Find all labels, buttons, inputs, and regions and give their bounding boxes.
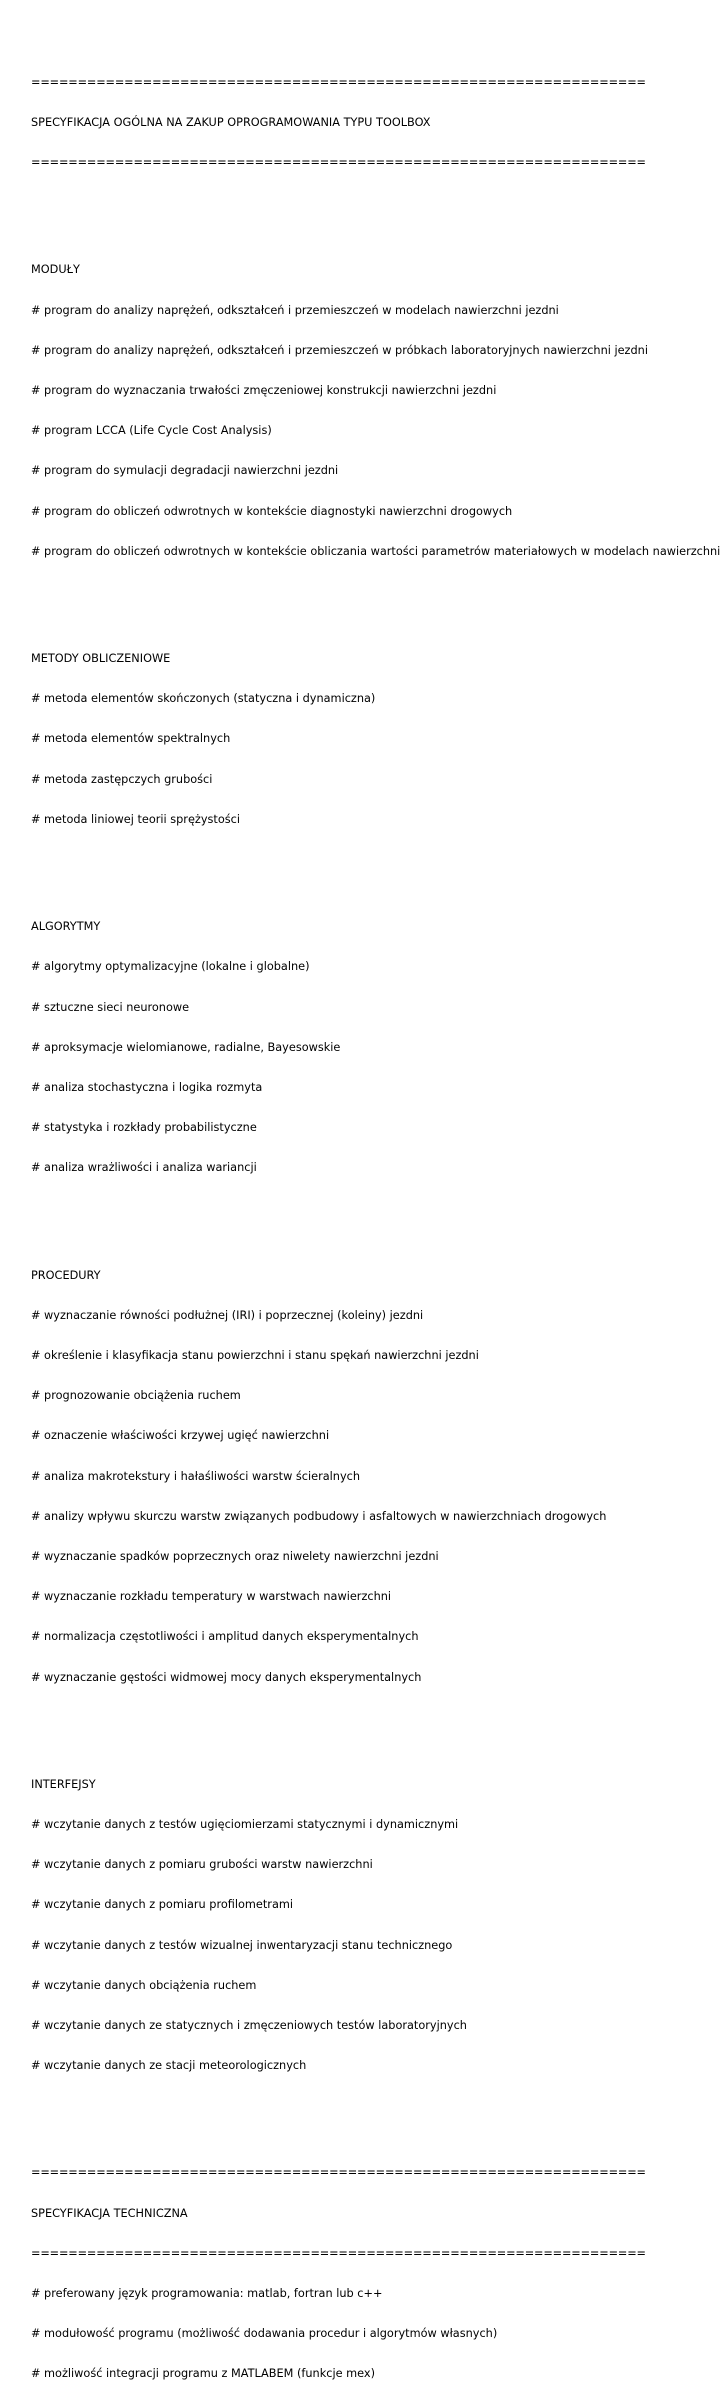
blank-line xyxy=(31,1711,721,1724)
list-item: # wczytanie danych ze stacji meteorologicznych xyxy=(31,2059,307,2073)
technical-spec-title: SPECYFIKACJA TECHNICZNA xyxy=(31,2206,188,2220)
list-item: # wczytanie danych ze statycznych i zmęczeniowych testów laboratoryjnych xyxy=(31,2019,467,2033)
list-item: # analizy wpływu skurczu warstw związanych podbudowy i asfaltowych w nawierzchniach drogowych xyxy=(31,1509,607,1523)
list-item: # metoda elementów spektralnych xyxy=(31,732,231,746)
list-item: # analiza stochastyczna i logika rozmyta xyxy=(31,1080,263,1094)
section-heading-algorytmy: ALGORYTMY xyxy=(31,920,101,934)
list-item: # prognozowanie obciążenia ruchem xyxy=(31,1389,241,1403)
list-item: # wczytanie danych z pomiaru profilometrami xyxy=(31,1898,294,1912)
list-item: # wczytanie danych obciążenia ruchem xyxy=(31,1978,257,1992)
list-item: # program LCCA (Life Cycle Cost Analysis) xyxy=(31,424,272,438)
list-item: # program do analizy naprężeń, odkształceń i przemieszczeń w modelach nawierzchni jezdni xyxy=(31,303,559,317)
list-item: # program do obliczeń odwrotnych w kontekście diagnostyki nawierzchni drogowych xyxy=(31,504,513,518)
separator-rule: ================================================================== xyxy=(31,2166,646,2180)
list-item: # wyznaczanie rozkładu temperatury w warstwach nawierzchni xyxy=(31,1590,392,1604)
list-item: # statystyka i rozkłady probabilistyczne xyxy=(31,1121,257,1135)
list-item: # oznaczenie właściwości krzywej ugięć nawierzchni xyxy=(31,1429,330,1443)
list-item: # wczytanie danych z pomiaru grubości warstw nawierzchni xyxy=(31,1858,373,1872)
list-item: # metoda liniowej teorii sprężystości xyxy=(31,812,240,826)
list-item: # modułowość programu (możliwość dodawania procedur i algorytmów własnych) xyxy=(31,2327,498,2341)
list-item: # program do analizy naprężeń, odkształceń i przemieszczeń w próbkach laboratoryjnych nawierzchni jezdni xyxy=(31,343,648,357)
document-page xyxy=(31,49,721,2394)
blank-line xyxy=(31,585,721,598)
list-item: # wyznaczanie równości podłużnej (IRI) i poprzecznej (koleiny) jezdni xyxy=(31,1308,424,1322)
blank-line xyxy=(31,853,721,866)
list-item: # analiza wrażliwości i analiza wariancji xyxy=(31,1161,257,1175)
list-item: # wyznaczanie spadków poprzecznych oraz niwelety nawierzchni jezdni xyxy=(31,1549,439,1563)
list-item: # program do wyznaczania trwałości zmęczeniowej konstrukcji nawierzchni jezdni xyxy=(31,384,497,398)
separator-rule: ================================================================== xyxy=(31,75,646,89)
list-item: # możliwość integracji programu z MATLABEM (funkcje mex) xyxy=(31,2367,375,2381)
list-item: # program do symulacji degradacji nawierzchni jezdni xyxy=(31,464,339,478)
separator-rule: ================================================================== xyxy=(31,2246,646,2260)
general-spec-title: SPECYFIKACJA OGÓLNA NA ZAKUP OPROGRAMOWANIA TYPU TOOLBOX xyxy=(31,116,431,130)
list-item: # określenie i klasyfikacja stanu powierzchni i stanu spękań nawierzchni jezdni xyxy=(31,1348,479,1362)
section-heading-metody: METODY OBLICZENIOWE xyxy=(31,652,171,666)
list-item: # preferowany język programowania: matlab, fortran lub c++ xyxy=(31,2287,383,2301)
separator-rule: ================================================================== xyxy=(31,156,646,170)
list-item: # algorytmy optymalizacyjne (lokalne i globalne) xyxy=(31,960,310,974)
blank-line xyxy=(31,196,721,209)
list-item: # program do obliczeń odwrotnych w kontekście obliczania wartości parametrów materiałowych w modelach nawierzchni xyxy=(31,544,721,558)
list-item: # wyznaczanie gęstości widmowej mocy danych eksperymentalnych xyxy=(31,1670,422,1684)
list-item: # metoda zastępczych grubości xyxy=(31,772,213,786)
blank-line xyxy=(31,1202,721,1215)
section-heading-procedury: PROCEDURY xyxy=(31,1268,101,1282)
list-item: # wczytanie danych z testów ugięciomierzami statycznymi i dynamicznymi xyxy=(31,1818,459,1831)
list-item: # normalizacja częstotliwości i amplitud danych eksperymentalnych xyxy=(31,1630,419,1644)
section-heading-interfejsy: INTERFEJSY xyxy=(31,1777,96,1791)
list-item: # metoda elementów skończonych (statyczna i dynamiczna) xyxy=(31,692,376,706)
blank-line xyxy=(31,2099,721,2112)
section-heading-moduly: MODUŁY xyxy=(31,263,80,277)
list-item: # analiza makrotekstury i hałaśliwości warstw ścieralnych xyxy=(31,1469,361,1483)
list-item: # wczytanie danych z testów wizualnej inwentaryzacji stanu technicznego xyxy=(31,1938,453,1952)
list-item: # sztuczne sieci neuronowe xyxy=(31,1000,190,1014)
list-item: # aproksymacje wielomianowe, radialne, Bayesowskie xyxy=(31,1040,341,1054)
